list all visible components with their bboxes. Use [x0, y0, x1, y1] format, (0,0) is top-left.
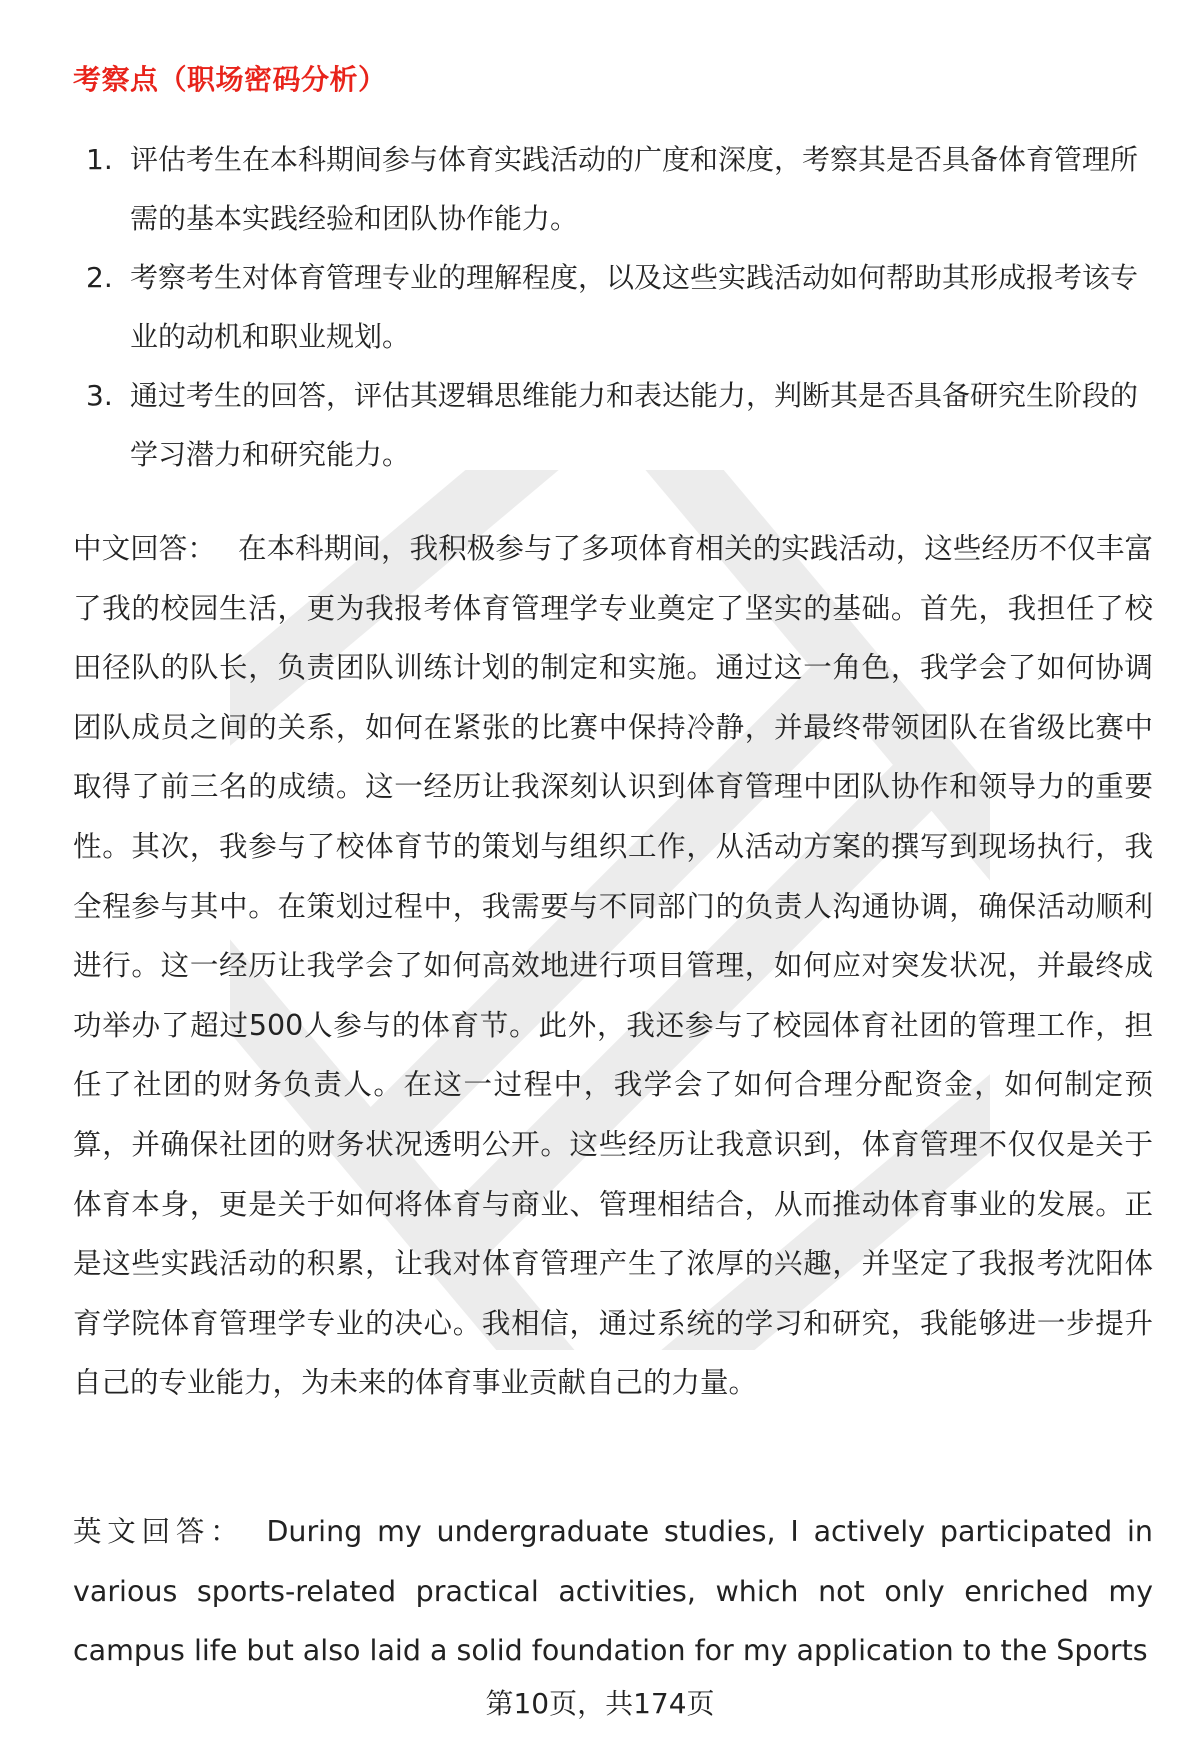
section-title: 考察点（职场密码分析） [73, 63, 387, 96]
chinese-answer-text: 在本科期间，我积极参与了多项体育相关的实践活动，这些经历不仅丰富了我的校园生活，更为我报考体育管理学专业奠定了坚实的基础。首先，我担任了校田径队的队长，负责团队训练计划的制定和实施。通过这一角色，我学会了如何协调团队成员之间的关系，如何在紧张的比赛中保持冷静，并最终带领团队在省级比赛中取得了前三名的成绩。这一经历让我深刻认识到体育管理中团队协作和领导力的重要性。其次，我参与了校体育节的策划与组织工作，从活动方案的撰写到现场执行，我全程参与其中。在策划过程中，我需要与不同部门的负责人沟通协调，确保活动顺利进行。这一经历让我学会了如何高效地进行项目管理，如何应对突发状况，并最终成功举办了超过500人参与的体育节。此外，我还参与了校园体育社团的管理工作，担任了社团的财务负责人。在这一过程中，我学会了如何合理分配资金，如何制定预算，并确保社团的财务状况透明公开。这些经历让我意识到，体育管理不仅仅是关于体育本身，更是关于如何将体育与商业、管理相结合，从而推动体育事业的发展。正是这些实践活动的积累，让我对体育管理产生了浓厚的兴趣，并坚定了我报考沈阳体育学院体育管理学专业的决心。我相信，通过系统的学习和研究，我能够进一步提升自己的专业能力，为未来的体育事业贡献自己的力量。 [73, 532, 1153, 1400]
criteria-number: 1. [86, 143, 113, 176]
english-answer-text: During my undergraduate studies, I actively participated in various sports-related practical activities, which not only enriched my campus life but also laid a solid foundation for my application to the Sports [73, 1515, 1153, 1668]
criteria-item [73, 130, 1153, 248]
chinese-answer-label: 中文回答： [73, 532, 216, 565]
criteria-text: 评估考生在本科期间参与体育实践活动的广度和深度，考察其是否具备体育管理所需的基本实践经验和团队协作能力。 [130, 143, 1139, 235]
criteria-number: 3. [86, 379, 113, 412]
criteria-number: 2. [86, 261, 113, 294]
criteria-item [73, 366, 1153, 484]
criteria-item [73, 248, 1153, 366]
criteria-list [73, 130, 1153, 484]
criteria-text: 考察考生对体育管理专业的理解程度，以及这些实践活动如何帮助其形成报考该专业的动机和职业规划。 [130, 261, 1139, 353]
page-number-footer: 第10页，共174页 [485, 1687, 715, 1720]
criteria-text: 通过考生的回答，评估其逻辑思维能力和表达能力，判断其是否具备研究生阶段的学习潜力和研究能力。 [130, 379, 1139, 471]
chinese-answer [73, 519, 1153, 1413]
english-answer [73, 1502, 1153, 1681]
english-answer-label: 英文回答： [73, 1515, 245, 1548]
